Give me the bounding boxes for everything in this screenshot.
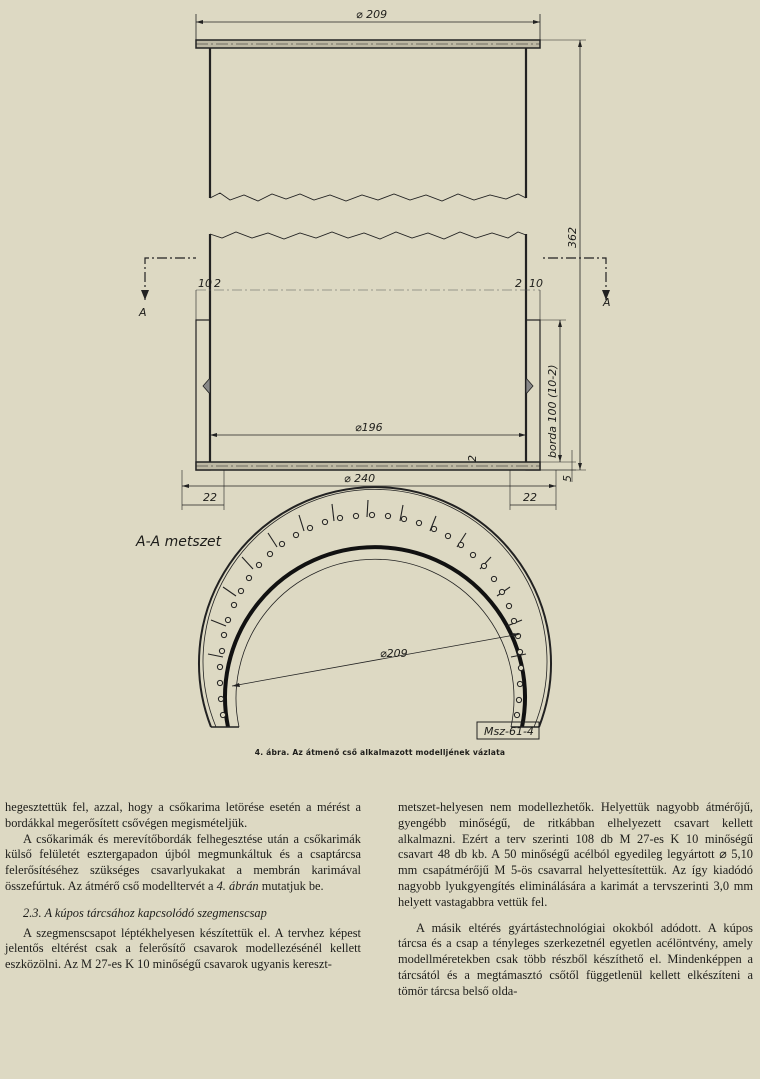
section-marker-right: A bbox=[603, 296, 611, 309]
pipe-upper bbox=[196, 40, 540, 201]
dim-section-diameter: ⌀209 bbox=[380, 647, 408, 660]
figure-reference: 4. ábrán bbox=[216, 878, 259, 893]
dim-flange-right: 10 bbox=[529, 277, 543, 290]
dim-bottom-2: 2 bbox=[466, 455, 479, 462]
dim-outer-diameter-label: ⌀ 240 bbox=[344, 472, 376, 485]
dim-flange-right-inner: 2 bbox=[515, 277, 522, 290]
flange-dims bbox=[196, 277, 543, 320]
section-view bbox=[199, 487, 551, 727]
right-paragraph-2: A másik eltérés gyártástechnológiai okokból adódott. A kúpos tárcsa és a csap a tényleges szerkezetnél egyetlen acélöntvény, amely modellméretekben csak több részből készíthető el. Mindenképpen a tárcsától és a megtámasztó csőtől függetlenül kellett elkészíteni a tömör tárcsa belső olda- bbox=[398, 920, 753, 998]
text-column-right bbox=[398, 800, 753, 1000]
dim-flange-left-inner: 2 bbox=[214, 277, 221, 290]
dim-right-22: 22 bbox=[523, 491, 537, 504]
dim-top-diameter-label: ⌀ 209 bbox=[356, 8, 388, 21]
pipe-lower bbox=[196, 232, 540, 470]
drawing-id-box bbox=[477, 722, 539, 739]
left-paragraph-3: A szegmenscsapot léptékhelyesen készítettük el. A tervhez képest jelentős eltérést csak a felerősítő csavarok modellezésénél kellett eszközölni. Az M 27-es K 10 minőségű csavarok ugyanis kereszt- bbox=[5, 925, 361, 972]
section-label: A-A metszet bbox=[136, 534, 222, 550]
right-paragraph-1: metszet-helyesen nem modellezhetők. Helyettük nagyobb átmérőjű, gyengébb minőségű, de ritkábban elhelyezett csavart kellett alkalmazni. Ezért a terv szerinti 108 db M 27-es K 10 minőségű csavart 48 db kb. A 50 minőségű acélból egyedileg legyártott ⌀ 5,10 mm csapátmérőjű M 5-ös csavarral helyettesítettük. Az így kiadódó nagyobb lyukgyengítés eliminálására a karimát a tervszerinti 3,0 mm helyett vastagabbra vettük fel. bbox=[398, 800, 753, 909]
dim-inner-diameter-label: ⌀196 bbox=[355, 421, 383, 434]
section-marker-left: A bbox=[139, 306, 147, 319]
dim-inner-diameter bbox=[210, 421, 526, 462]
dim-flange-left: 10 bbox=[198, 277, 212, 290]
drawing-id: Msz-61-4 bbox=[484, 725, 534, 738]
dim-bottom-5: 5 bbox=[561, 475, 574, 482]
dim-left-22: 22 bbox=[203, 491, 217, 504]
dim-rib-label: borda 100 (10-2) bbox=[546, 364, 559, 458]
dim-outer-diameter bbox=[182, 470, 556, 510]
section-heading: 2.3. A kúpos tárcsához kapcsolódó szegmenscsap bbox=[23, 905, 267, 920]
left-paragraph-1: hegesztettük fel, azzal, hogy a csőkarima letörése esetén a mérést a bordákkal megerősített csővégen megismételjük. bbox=[5, 800, 361, 830]
dim-rib bbox=[540, 320, 576, 482]
figure-caption: 4. ábra. Az átmenő cső alkalmazott modelljének vázlata bbox=[254, 748, 506, 757]
dim-height-label: 362 bbox=[566, 227, 579, 248]
left-paragraph-2: A csőkarimák és merevítőbordák felhegesztése után a csőkarimák külső felületét esztergapadon újból megmunkáltuk és a csaptárcsa felerősítéséhez szükséges csavarlyukakat a membrán karimával összefúrtuk. Az átmérő cső modelltervét a 4. ábrán mutatjuk be. bbox=[5, 831, 361, 893]
dim-top-diameter bbox=[196, 8, 540, 40]
text-column-left bbox=[5, 800, 361, 973]
